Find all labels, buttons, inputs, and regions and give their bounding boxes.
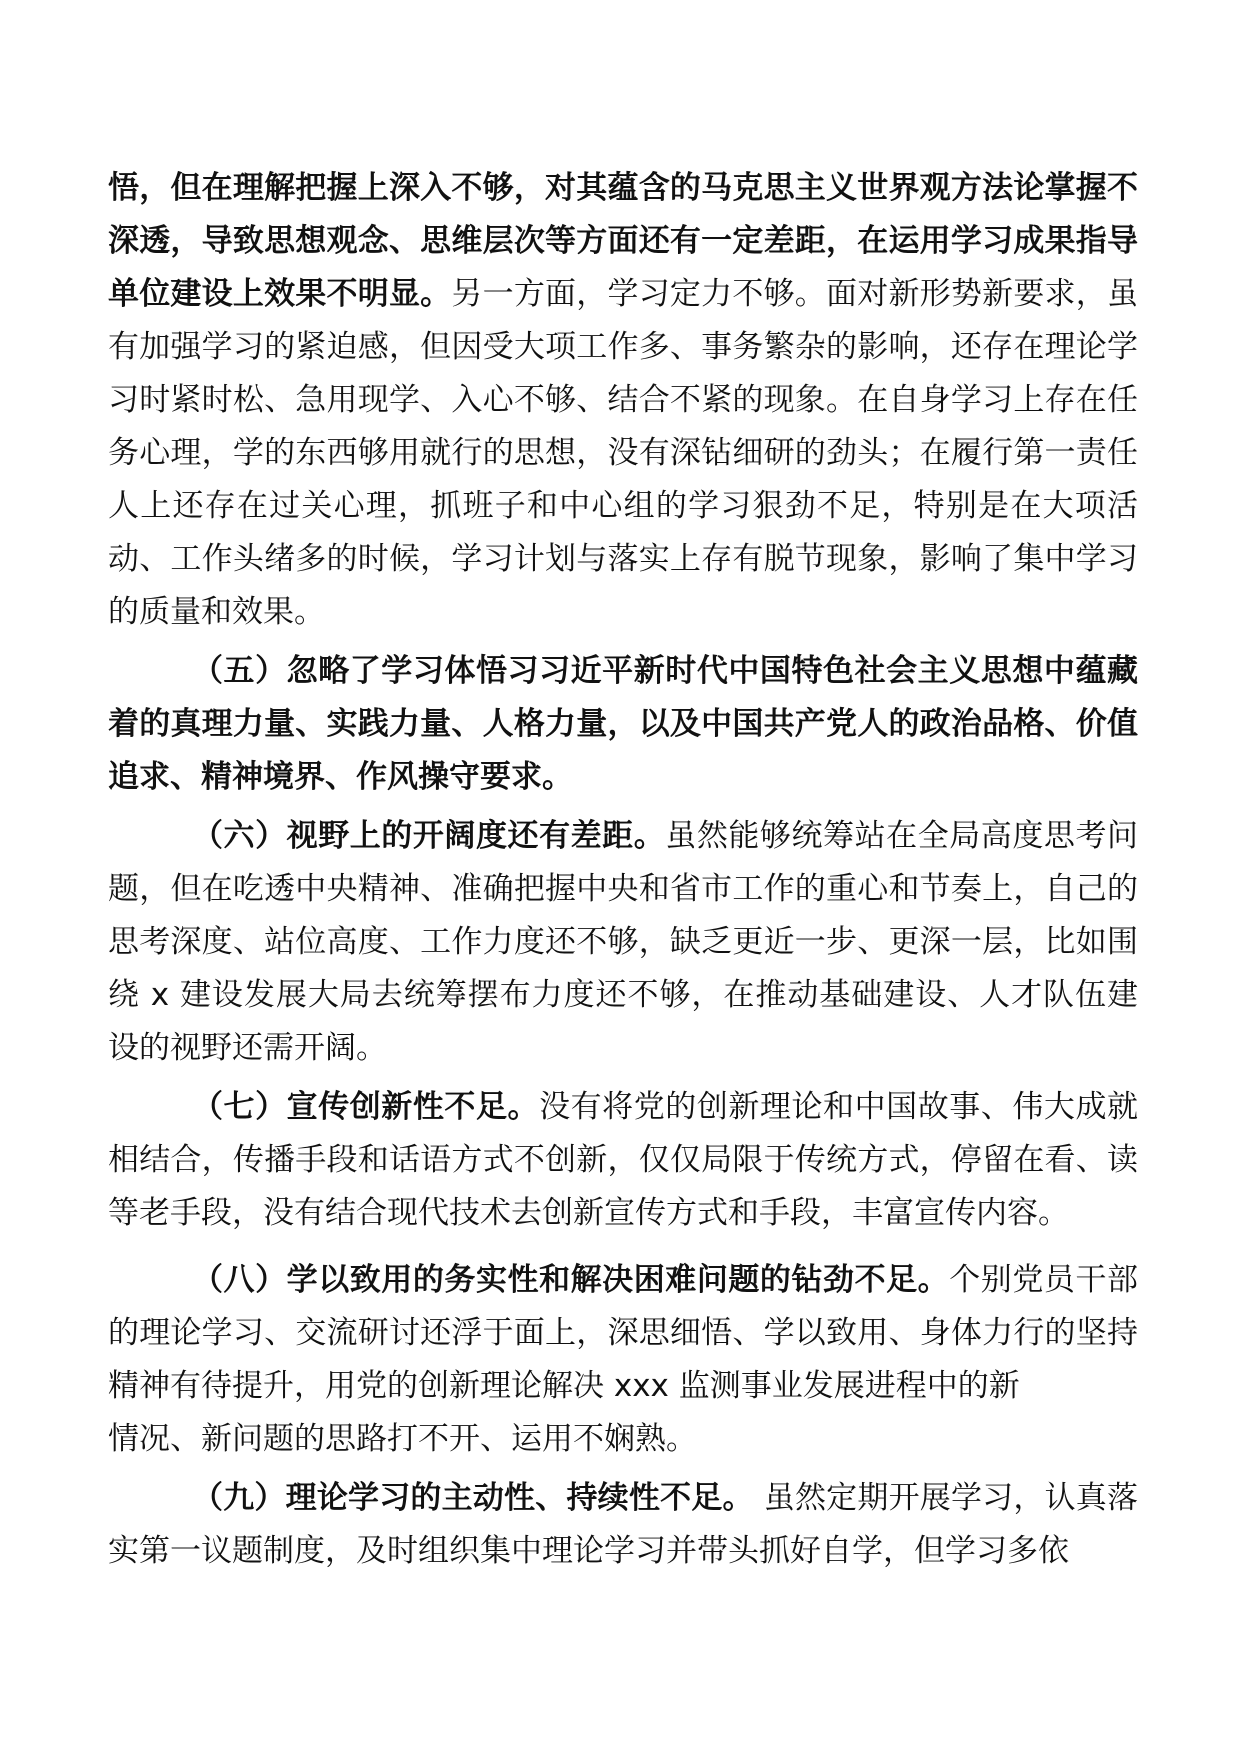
section-8-heading: （八）学以致用的务实性和解决困难问题的钻劲不足。	[192, 1262, 950, 1298]
section-9-heading: （九）理论学习的主动性、持续性不足。	[192, 1480, 754, 1516]
paragraph-study-depth-bold: 悟，但在理解把握上深入不够，对其蕴含的马克思主义世界观方法论掌握不深透，导致思想观念、思维层次等方面还有一定差距，在运用学习成果指导单位建设上效果不明显。	[108, 170, 1138, 312]
section-6-body: 虽然能够统筹站在全局高度思考问题，但在吃透中央精神、准确把握中央和省市工作的重心和节奏上，自己的思考深度、站位高度、工作力度还不够，缺乏更近一步、更深一层，比如围绕 x 建设发展大局去统筹摆布力度还不够，在推动基础建设、人才队伍建设的视野还需开阔。	[108, 818, 1139, 1066]
paragraph-study-depth	[108, 162, 1138, 639]
section-9-body: 虽然定期开展学习，认真落实第一议题制度，及时组织集中理论学习并带头抓好自学，但学习多依	[108, 1480, 1138, 1569]
section-6-heading: （六）视野上的开阔度还有差距。	[192, 818, 666, 854]
section-8-continuation: 情况、新问题的思路打不开、运用不娴熟。	[108, 1421, 697, 1457]
section-7-paragraph	[108, 1081, 1138, 1240]
section-7-body: 没有将党的创新理论和中国故事、伟大成就相结合，传播手段和话语方式不创新，仅仅局限于传统方式，停留在看、读等老手段，没有结合现代技术去创新宣传方式和手段，丰富宣传内容。	[108, 1089, 1139, 1231]
section-9-paragraph	[108, 1472, 1138, 1578]
section-6-paragraph	[108, 810, 1138, 1075]
section-8-paragraph	[108, 1254, 1138, 1413]
document-body	[108, 162, 1138, 1578]
paragraph-study-depth-text: 另一方面，学习定力不够。面对新形势新要求，虽有加强学习的紧迫感，但因受大项工作多、事务繁杂的影响，还存在理论学习时紧时松、急用现学、入心不够、结合不紧的现象。在自身学习上存在任务心理，学的东西够用就行的思想，没有深钻细研的劲头；在履行第一责任人上还存在过关心理，抓班子和中心组的学习狠劲不足，特别是在大项活动、工作头绪多的时候，学习计划与落实上存有脱节现象，影响了集中学习的质量和效果。	[108, 276, 1138, 630]
section-7-heading: （七）宣传创新性不足。	[192, 1089, 540, 1125]
section-8-body: 个别党员干部的理论学习、交流研讨还浮于面上，深思细悟、学以致用、身体力行的坚持精神有待提升，用党的创新理论解决 xxx 监测事业发展进程中的新	[108, 1262, 1139, 1404]
section-5-heading: （五）忽略了学习体悟习习近平新时代中国特色社会主义思想中蕴藏着的真理力量、实践力量、人格力量，以及中国共产党人的政治品格、价值追求、精神境界、作风操守要求。	[108, 653, 1138, 795]
